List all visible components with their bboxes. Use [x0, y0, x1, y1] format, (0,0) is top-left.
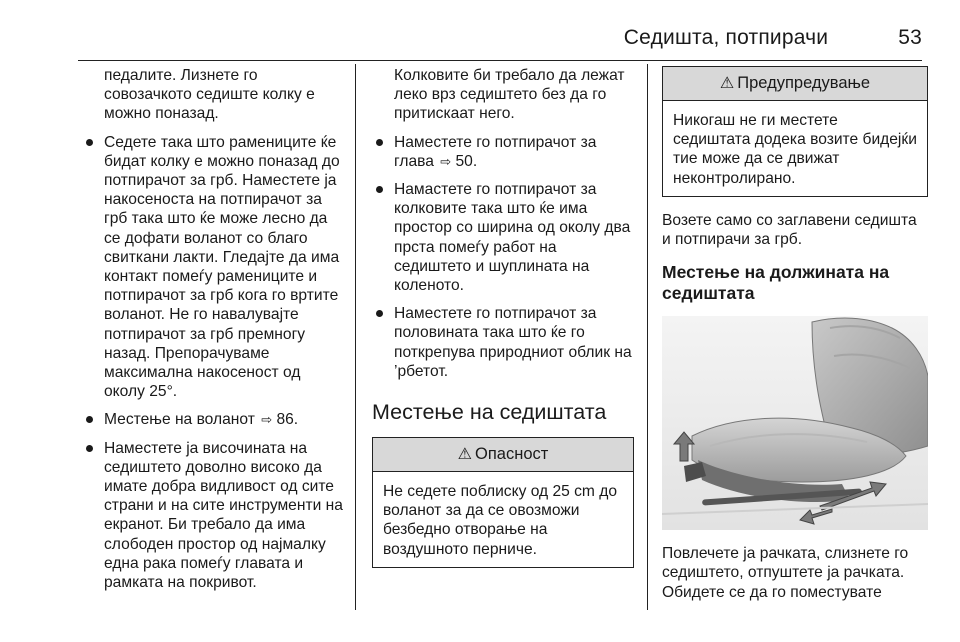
seat-adjustment-illustration [662, 316, 928, 530]
warning-triangle-icon: ⚠ [719, 75, 735, 92]
list-item-text: Намастете го потпирачот за колковите така што ќе има простор со ширина од околу два прста помеѓу работ на седиштето и шуплината на коленото. [394, 181, 631, 295]
intro-text: Колковите би требало да лежат леко врз седиштето без да го притискаат него. [394, 67, 625, 123]
list-item [82, 133, 344, 402]
page-number: 53 [898, 26, 922, 49]
paragraph: Возете само со заглавени седишта и потпирачи за грб. [662, 211, 917, 249]
bullet-icon [376, 186, 383, 193]
column-1 [82, 66, 344, 592]
bullet-icon [86, 416, 93, 423]
column-3 [662, 66, 928, 602]
list-item [82, 439, 344, 593]
caption: Повлечете ја рачката, слизнете го седиштето, отпуштете ја рачката. Обидете се да го поместувате [662, 545, 909, 601]
bullet-icon [376, 310, 383, 317]
list-item [82, 410, 344, 429]
list-item [372, 133, 634, 171]
bullet-icon [86, 445, 93, 452]
page-title: Седишта, потпирачи [623, 26, 829, 49]
reference-arrow-icon: ⇨ [440, 153, 452, 169]
page-reference[interactable]: 50. [455, 152, 478, 170]
list-item [372, 304, 634, 381]
list-item-text: Наместете го потпирачот за половината така што ќе го поткрепува природниот облик на ’рбетот. [394, 305, 632, 380]
danger-box [372, 437, 634, 568]
warning-box [662, 66, 928, 197]
bullet-icon [86, 139, 93, 146]
section-title: Местење на седиштата [372, 400, 607, 425]
intro-text: педалите. Лизнете го совозачкото седиште колку е можно поназад. [104, 67, 315, 123]
bullet-list [82, 133, 344, 593]
list-item-text: Наместете го потпирачот за глава [394, 133, 597, 170]
list-item-text: Местење на воланот [104, 411, 255, 429]
bullet-list [372, 133, 634, 381]
page-header [0, 26, 922, 56]
warning-text: Никогаш не ги местете седиштата додека возите бидејќи тие може да се движат неконтролирано. [673, 112, 917, 187]
page-reference[interactable]: 86. [276, 411, 299, 429]
warning-header [663, 67, 927, 101]
warning-title: Предупредување [737, 74, 871, 92]
list-item-text: Наместете ја височината на седиштето доволно високо да имате добра видливост од сите страни и на сите инструменти на екранот. Би требало да има слободен простор од најмалку една рака помеѓу главата и рамката на покривот. [104, 439, 343, 592]
warning-triangle-icon: ⚠ [457, 446, 473, 464]
list-item-text: Седете така што рамениците ќе бидат колку е можно поназад до потпирачот за грб. Наместете ја накосеноста на потпирачот за грб така што ќе може лесно да се дофати воланот со благо свиткани лакти. Гледајте да има контакт помеѓу рамениците и потпирачот за грб кога го вртите воланот. Не го навалувајте потпирачот за грб премногу назад. Препорачуваме максимална накосеност од околу 25°. [104, 133, 340, 401]
danger-header [373, 438, 633, 472]
header-rule [78, 60, 922, 61]
column-divider-1 [355, 64, 356, 610]
reference-arrow-icon: ⇨ [261, 412, 273, 428]
column-2 [372, 66, 634, 568]
list-item [372, 180, 634, 295]
danger-text: Не седете поблиску од 25 cm до воланот за да се овозможи безбедно отворање на воздушното перниче. [383, 483, 618, 558]
danger-title: Опасност [475, 445, 549, 464]
bullet-icon [376, 139, 383, 146]
subsection-title: Местење на должината на седиштата [662, 262, 890, 304]
column-divider-2 [647, 64, 648, 610]
